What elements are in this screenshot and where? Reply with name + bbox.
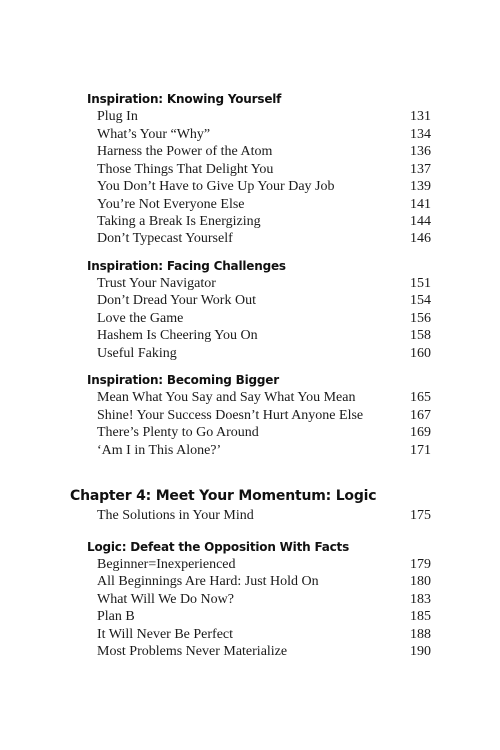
- entry-page: 183: [410, 592, 431, 607]
- toc-entry: [97, 143, 431, 161]
- entry-title: What’s Your “Why”: [97, 127, 211, 142]
- entry-page: 158: [410, 328, 431, 343]
- entry-page: 169: [410, 425, 431, 440]
- toc-entry: [97, 407, 431, 425]
- entry-page: 179: [410, 557, 431, 572]
- entry-page: 139: [410, 179, 431, 194]
- entry-title: Most Problems Never Materialize: [97, 644, 288, 659]
- toc-entry: [97, 507, 431, 525]
- entry-page: 131: [410, 109, 431, 124]
- entry-title: It Will Never Be Perfect: [97, 627, 234, 642]
- entry-page: 141: [410, 197, 431, 212]
- entry-page: 180: [410, 574, 431, 589]
- entry-title: Useful Faking: [97, 346, 177, 361]
- section-heading: Inspiration: Knowing Yourself: [87, 92, 282, 106]
- entry-page: 171: [410, 443, 431, 458]
- entry-page: 134: [410, 127, 431, 142]
- entry-title: Harness the Power of the Atom: [97, 144, 273, 159]
- toc-entry: [97, 310, 431, 328]
- entry-page: 190: [410, 644, 431, 659]
- chapter-heading: Chapter 4: Meet Your Momentum: Logic: [70, 488, 377, 504]
- toc-entry: [97, 126, 431, 144]
- toc-entry: [97, 213, 431, 231]
- entry-title: ‘Am I in This Alone?’: [97, 443, 222, 458]
- toc-entry: [97, 389, 431, 407]
- toc-entry: [97, 626, 431, 644]
- toc-entry: [97, 275, 431, 293]
- toc-entry: [97, 442, 431, 460]
- section-heading: Logic: Defeat the Opposition With Facts: [87, 540, 350, 554]
- entry-title: Plug In: [97, 109, 138, 124]
- entry-page: 156: [410, 311, 431, 326]
- entry-page: 146: [410, 231, 431, 246]
- entry-title: There’s Plenty to Go Around: [97, 425, 259, 440]
- entry-page: 137: [410, 162, 431, 177]
- toc-entry: [97, 230, 431, 248]
- entry-title: Love the Game: [97, 311, 184, 326]
- toc-entry: [97, 327, 431, 345]
- entry-page: 151: [410, 276, 431, 291]
- entry-page: 185: [410, 609, 431, 624]
- entry-title: Mean What You Say and Say What You Mean: [97, 390, 356, 405]
- entry-page: 167: [410, 408, 431, 423]
- toc-entry: [97, 178, 431, 196]
- entry-title: Plan B: [97, 609, 135, 624]
- entry-title: The Solutions in Your Mind: [97, 508, 254, 523]
- entry-title: Hashem Is Cheering You On: [97, 328, 258, 343]
- toc-entry: [97, 608, 431, 626]
- entry-title: Don’t Typecast Yourself: [97, 231, 233, 246]
- entry-title: Shine! Your Success Doesn’t Hurt Anyone Else: [97, 408, 364, 423]
- entry-page: 154: [410, 293, 431, 308]
- entry-title: You Don’t Have to Give Up Your Day Job: [97, 179, 335, 194]
- entry-page: 160: [410, 346, 431, 361]
- toc-entry: [97, 424, 431, 442]
- entry-page: 144: [410, 214, 431, 229]
- entry-title: What Will We Do Now?: [97, 592, 234, 607]
- entry-page: 136: [410, 144, 431, 159]
- toc-entry: [97, 196, 431, 214]
- toc-entry: [97, 556, 431, 574]
- entry-title: All Beginnings Are Hard: Just Hold On: [97, 574, 319, 589]
- toc-entry: [97, 345, 431, 363]
- entry-page: 175: [410, 508, 431, 523]
- entry-title: Those Things That Delight You: [97, 162, 274, 177]
- entry-page: 165: [410, 390, 431, 405]
- toc-entry: [97, 643, 431, 661]
- toc-entry: [97, 292, 431, 310]
- entry-page: 188: [410, 627, 431, 642]
- entry-title: Trust Your Navigator: [97, 276, 216, 291]
- toc-entry: [97, 591, 431, 609]
- section-heading: Inspiration: Becoming Bigger: [87, 373, 279, 387]
- toc-entry: [97, 108, 431, 126]
- toc-entry: [97, 161, 431, 179]
- entry-title: Don’t Dread Your Work Out: [97, 293, 256, 308]
- section-heading: Inspiration: Facing Challenges: [87, 259, 286, 273]
- entry-title: You’re Not Everyone Else: [97, 197, 245, 212]
- entry-title: Beginner=Inexperienced: [97, 557, 236, 572]
- entry-title: Taking a Break Is Energizing: [97, 214, 261, 229]
- toc-entry: [97, 573, 431, 591]
